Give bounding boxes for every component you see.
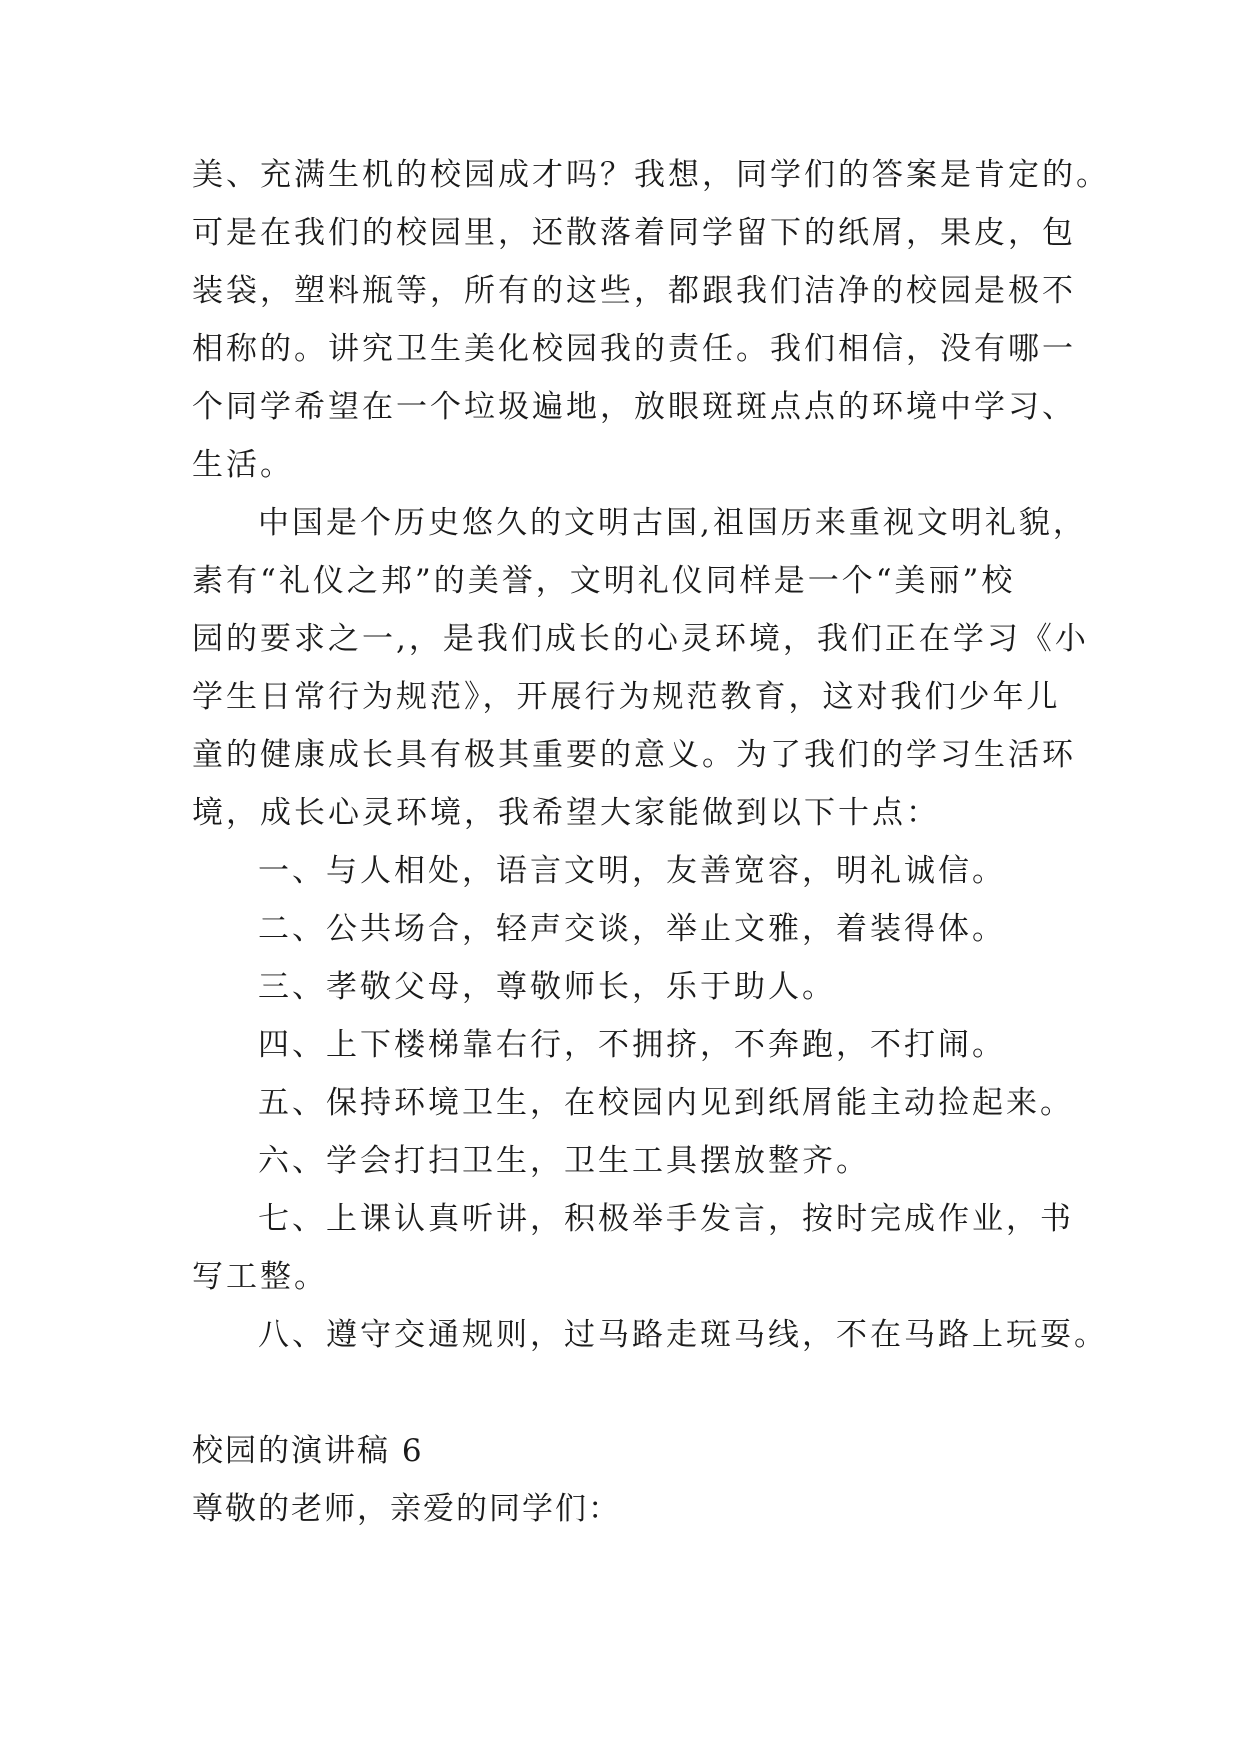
paragraph-2	[192, 494, 1089, 842]
rule-item: 六、学会打扫卫生，卫生工具摆放整齐。	[258, 1143, 870, 1179]
document-body	[192, 146, 1110, 1538]
text-line: 美、充满生机的校园成才吗？我想，同学们的答案是肯定的。	[192, 157, 1110, 193]
paragraph-1	[192, 146, 1110, 494]
text-line: 园的要求之一,，是我们成长的心灵环境，我们正在学习《小	[192, 621, 1089, 657]
rule-item: 一、与人相处，语言文明，友善宽容，明礼诚信。	[258, 853, 1006, 889]
rules-list	[192, 842, 1108, 1364]
text-line: 相称的。讲究卫生美化校园我的责任。我们相信，没有哪一	[192, 331, 1076, 367]
rule-item-continuation: 写工整。	[192, 1259, 328, 1295]
rule-item: 五、保持环境卫生，在校园内见到纸屑能主动捡起来。	[258, 1085, 1074, 1121]
rule-item: 七、上课认真听讲，积极举手发言，按时完成作业，书	[258, 1201, 1074, 1237]
text-line: 童的健康成长具有极其重要的意义。为了我们的学习生活环	[192, 737, 1076, 773]
greeting: 尊敬的老师，亲爱的同学们：	[192, 1491, 621, 1527]
text-line: 个同学希望在一个垃圾遍地，放眼斑斑点点的环境中学习、	[192, 389, 1076, 425]
text-line: 中国是个历史悠久的文明古国,祖国历来重视文明礼貌，	[258, 505, 1087, 541]
text-line: 素有“礼仪之邦”的美誉，文明礼仪同样是一个“美丽”校	[192, 563, 1016, 599]
rule-item: 四、上下楼梯靠右行，不拥挤，不奔跑，不打闹。	[258, 1027, 1006, 1063]
text-line: 学生日常行为规范》，开展行为规范教育，这对我们少年儿	[192, 679, 1061, 715]
rule-item: 二、公共场合，轻声交谈，举止文雅，着装得体。	[258, 911, 1006, 947]
text-line: 装袋，塑料瓶等，所有的这些，都跟我们洁净的校园是极不	[192, 273, 1076, 309]
text-line: 可是在我们的校园里，还散落着同学留下的纸屑，果皮，包	[192, 215, 1076, 251]
section-title: 校园的演讲稿 6	[192, 1433, 424, 1469]
rule-item: 八、遵守交通规则，过马路走斑马线，不在马路上玩耍。	[258, 1317, 1108, 1353]
text-line: 境，成长心灵环境，我希望大家能做到以下十点：	[192, 795, 940, 831]
text-line: 生活。	[192, 447, 294, 483]
rule-item: 三、孝敬父母，尊敬师长，乐于助人。	[258, 969, 836, 1005]
section-spacer	[192, 1364, 1072, 1422]
